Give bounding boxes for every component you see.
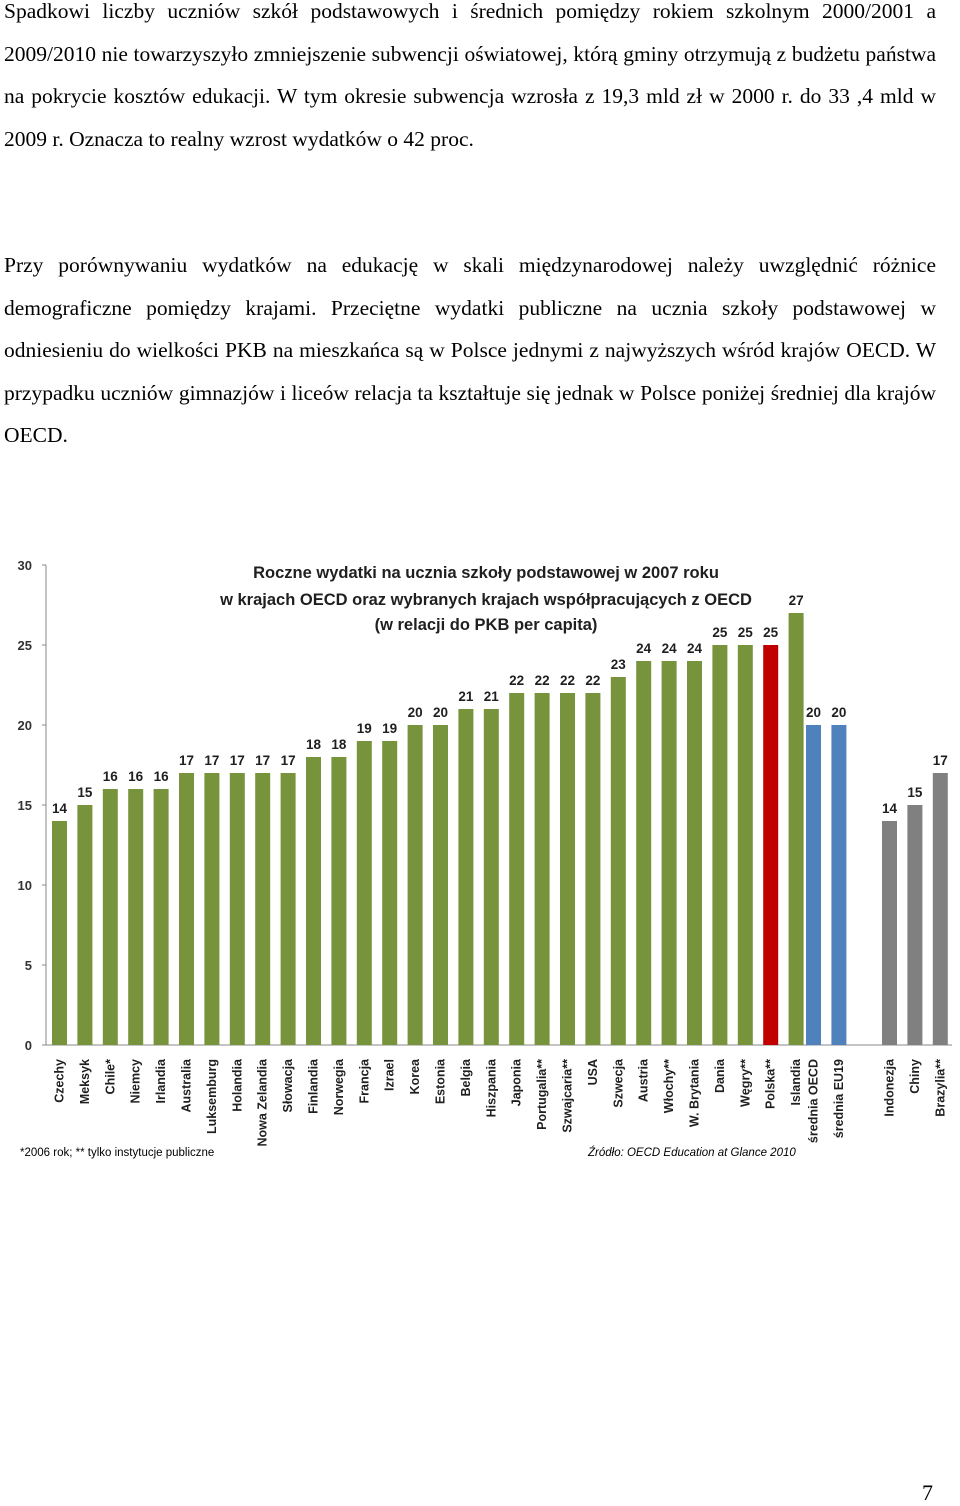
bar-hiszpania	[484, 709, 499, 1045]
bar-indonezja	[882, 821, 897, 1045]
value-label-usa: 22	[585, 673, 601, 688]
value-label-japonia: 22	[509, 673, 525, 688]
x-label-norwegia: Norwegia	[331, 1059, 346, 1116]
value-label-chile: 16	[102, 769, 118, 784]
value-label-izrael: 19	[382, 721, 398, 736]
chart-title-line-3: (w relacji do PKB per capita)	[374, 616, 598, 634]
x-label-japonia: Japonia	[509, 1059, 524, 1107]
x-label-wegry: Węgry**	[738, 1059, 753, 1107]
x-label-finlandia: Finlandia	[306, 1059, 321, 1114]
bar-srednia-oecd	[806, 725, 821, 1045]
bar-polska	[763, 645, 778, 1045]
value-label-srednia-eu19: 20	[831, 705, 847, 720]
value-label-australia: 17	[178, 753, 195, 768]
bar-finlandia	[306, 757, 321, 1045]
x-label-korea: Korea	[408, 1059, 423, 1095]
x-label-hiszpania: Hiszpania	[484, 1059, 499, 1118]
value-label-belgia: 21	[458, 689, 474, 704]
value-label-dania: 25	[712, 625, 728, 640]
x-label-brazylia: Brazylia**	[933, 1059, 948, 1117]
bar-brazylia	[933, 773, 948, 1045]
bar-luksemburg	[204, 773, 219, 1045]
bar-dania	[712, 645, 727, 1045]
x-label-polska: Polska**	[763, 1059, 778, 1110]
expenditure-bar-chart	[0, 548, 960, 1168]
value-label-francja: 19	[356, 721, 372, 736]
x-label-dania: Dania	[712, 1059, 727, 1094]
value-label-nowa-zelandia: 17	[255, 753, 271, 768]
bar-portugalia	[535, 693, 550, 1045]
x-label-chile: Chile*	[103, 1059, 118, 1095]
bar-czechy	[52, 821, 67, 1045]
bar-niemcy	[128, 789, 143, 1045]
x-label-belgia: Belgia	[458, 1059, 473, 1097]
bar-australia	[179, 773, 194, 1045]
x-label-australia: Australia	[179, 1059, 194, 1113]
bar-chile	[103, 789, 118, 1045]
x-label-w-brytania: W. Brytania	[687, 1059, 702, 1128]
y-tick-label: 0	[24, 1038, 32, 1053]
value-label-norwegia: 18	[331, 737, 347, 752]
value-label-irlandia: 16	[153, 769, 169, 784]
bar-francja	[357, 741, 372, 1045]
x-label-srednia-oecd: średnia OECD	[806, 1059, 821, 1144]
value-label-wegry: 25	[737, 625, 753, 640]
value-label-korea: 20	[407, 705, 423, 720]
value-label-estonia: 20	[432, 705, 449, 720]
bar-izrael	[382, 741, 397, 1045]
y-tick-label: 15	[17, 798, 32, 813]
bar-meksyk	[77, 805, 92, 1045]
value-label-meksyk: 15	[77, 785, 93, 800]
value-label-hiszpania: 21	[483, 689, 499, 704]
bar-nowa-zelandia	[255, 773, 270, 1045]
value-label-indonezja: 14	[881, 801, 898, 816]
x-label-niemcy: Niemcy	[128, 1059, 143, 1104]
chart-title	[219, 564, 752, 634]
x-label-usa: USA	[585, 1059, 600, 1086]
x-label-nowa-zelandia: Nowa Zelandia	[255, 1059, 270, 1147]
bar-wlochy	[662, 661, 677, 1045]
bar-norwegia	[331, 757, 346, 1045]
bar-usa	[585, 693, 600, 1045]
bar-belgia	[458, 709, 473, 1045]
bar-szwecja	[611, 677, 626, 1045]
bar-wegry	[738, 645, 753, 1045]
value-label-chiny: 15	[907, 785, 923, 800]
x-label-czechy: Czechy	[52, 1059, 67, 1103]
x-label-portugalia: Portugalia**	[535, 1059, 550, 1130]
y-tick-label: 5	[24, 958, 32, 973]
value-label-wlochy: 24	[661, 641, 677, 656]
value-label-brazylia: 17	[932, 753, 948, 768]
value-label-finlandia: 18	[305, 737, 322, 752]
paragraph-subsidy: Spadkowi liczby uczniów szkół podstawowych i średnich pomiędzy rokiem szkolnym 2000/2001 a 2009/2010 nie towarzyszyło zmniejszenie subwencji oświatowej, którą gminy otrzymują z budżetu państwa na pokrycie kosztów edukacji. W tym okresie subwencja wzrosła z 19,3 mld zł w 2000 r. do 33 ,4 mld w 2009 r. Oznacza to realny wzrost wydatków o 42 proc.	[4, 0, 936, 151]
value-label-slowacja: 17	[280, 753, 296, 768]
x-axis-labels	[53, 1058, 948, 1147]
bar-estonia	[433, 725, 448, 1045]
bar-holandia	[230, 773, 245, 1045]
bar-korea	[408, 725, 423, 1045]
value-label-szwecja: 23	[610, 657, 626, 672]
value-label-portugalia: 22	[534, 673, 550, 688]
value-label-luksemburg: 17	[204, 753, 220, 768]
x-label-francja: Francja	[357, 1059, 372, 1104]
y-tick-label: 25	[17, 638, 32, 653]
value-label-niemcy: 16	[128, 769, 144, 784]
chart-title-line-1: Roczne wydatki na ucznia szkoły podstawowej w 2007 roku	[253, 564, 719, 582]
bar-irlandia	[154, 789, 169, 1045]
x-label-izrael: Izrael	[382, 1059, 397, 1091]
value-label-austria: 24	[636, 641, 652, 656]
bar-srednia-eu19	[831, 725, 846, 1045]
y-tick-label: 20	[17, 718, 32, 733]
value-label-szwajcaria: 22	[559, 673, 576, 688]
value-label-czechy: 14	[51, 801, 68, 816]
x-label-austria: Austria	[636, 1059, 651, 1103]
bar-islandia	[789, 613, 804, 1045]
x-label-szwecja: Szwecja	[611, 1059, 626, 1108]
bar-austria	[636, 661, 651, 1045]
value-label-holandia: 17	[229, 753, 245, 768]
x-label-holandia: Holandia	[230, 1059, 245, 1112]
bars	[52, 613, 948, 1045]
x-label-srednia-eu19: średnia EU19	[831, 1059, 846, 1139]
bar-slowacja	[281, 773, 296, 1045]
value-label-polska: 25	[763, 625, 779, 640]
value-label-srednia-oecd: 20	[805, 705, 822, 720]
chart-title-line-2: w krajach OECD oraz wybranych krajach współpracujących z OECD	[220, 591, 752, 609]
x-label-szwajcaria: Szwajcaria**	[560, 1059, 575, 1133]
y-tick-label: 10	[17, 878, 32, 893]
chart-source: Źródło: OECD Education at Glance 2010	[588, 1147, 796, 1159]
page-number: 7	[922, 1480, 933, 1505]
x-label-islandia: Islandia	[789, 1059, 804, 1106]
chart-footnote: *2006 rok; ** tylko instytucje publiczne	[20, 1147, 215, 1159]
x-label-irlandia: Irlandia	[154, 1059, 169, 1104]
x-label-estonia: Estonia	[433, 1059, 448, 1105]
bar-japonia	[509, 693, 524, 1045]
y-tick-label: 30	[17, 558, 32, 573]
bar-szwajcaria	[560, 693, 575, 1045]
paragraph-international-comparison: Przy porównywaniu wydatków na edukację w skali międzynarodowej należy uwzględnić różnice demograficzne pomiędzy krajami. Przeciętne wydatki publiczne na ucznia szkoły podstawowej w odniesieniu do wielkości PKB na mieszkańca są w Polsce jednymi z najwyższych wśród krajów OECD. W przypadku uczniów gimnazjów i liceów relacja ta kształtuje się jednak w Polsce poniżej średniej dla krajów OECD.	[4, 253, 936, 447]
x-label-slowacja: Słowacja	[281, 1059, 296, 1113]
value-label-w-brytania: 24	[686, 641, 703, 656]
x-label-meksyk: Meksyk	[77, 1059, 92, 1105]
x-label-wlochy: Włochy**	[662, 1059, 677, 1114]
x-label-indonezja: Indonezja	[882, 1059, 897, 1117]
x-label-chiny: Chiny	[907, 1059, 922, 1094]
bar-chiny	[907, 805, 922, 1045]
bar-w-brytania	[687, 661, 702, 1045]
x-label-luksemburg: Luksemburg	[204, 1059, 219, 1135]
value-label-islandia: 27	[788, 593, 804, 608]
